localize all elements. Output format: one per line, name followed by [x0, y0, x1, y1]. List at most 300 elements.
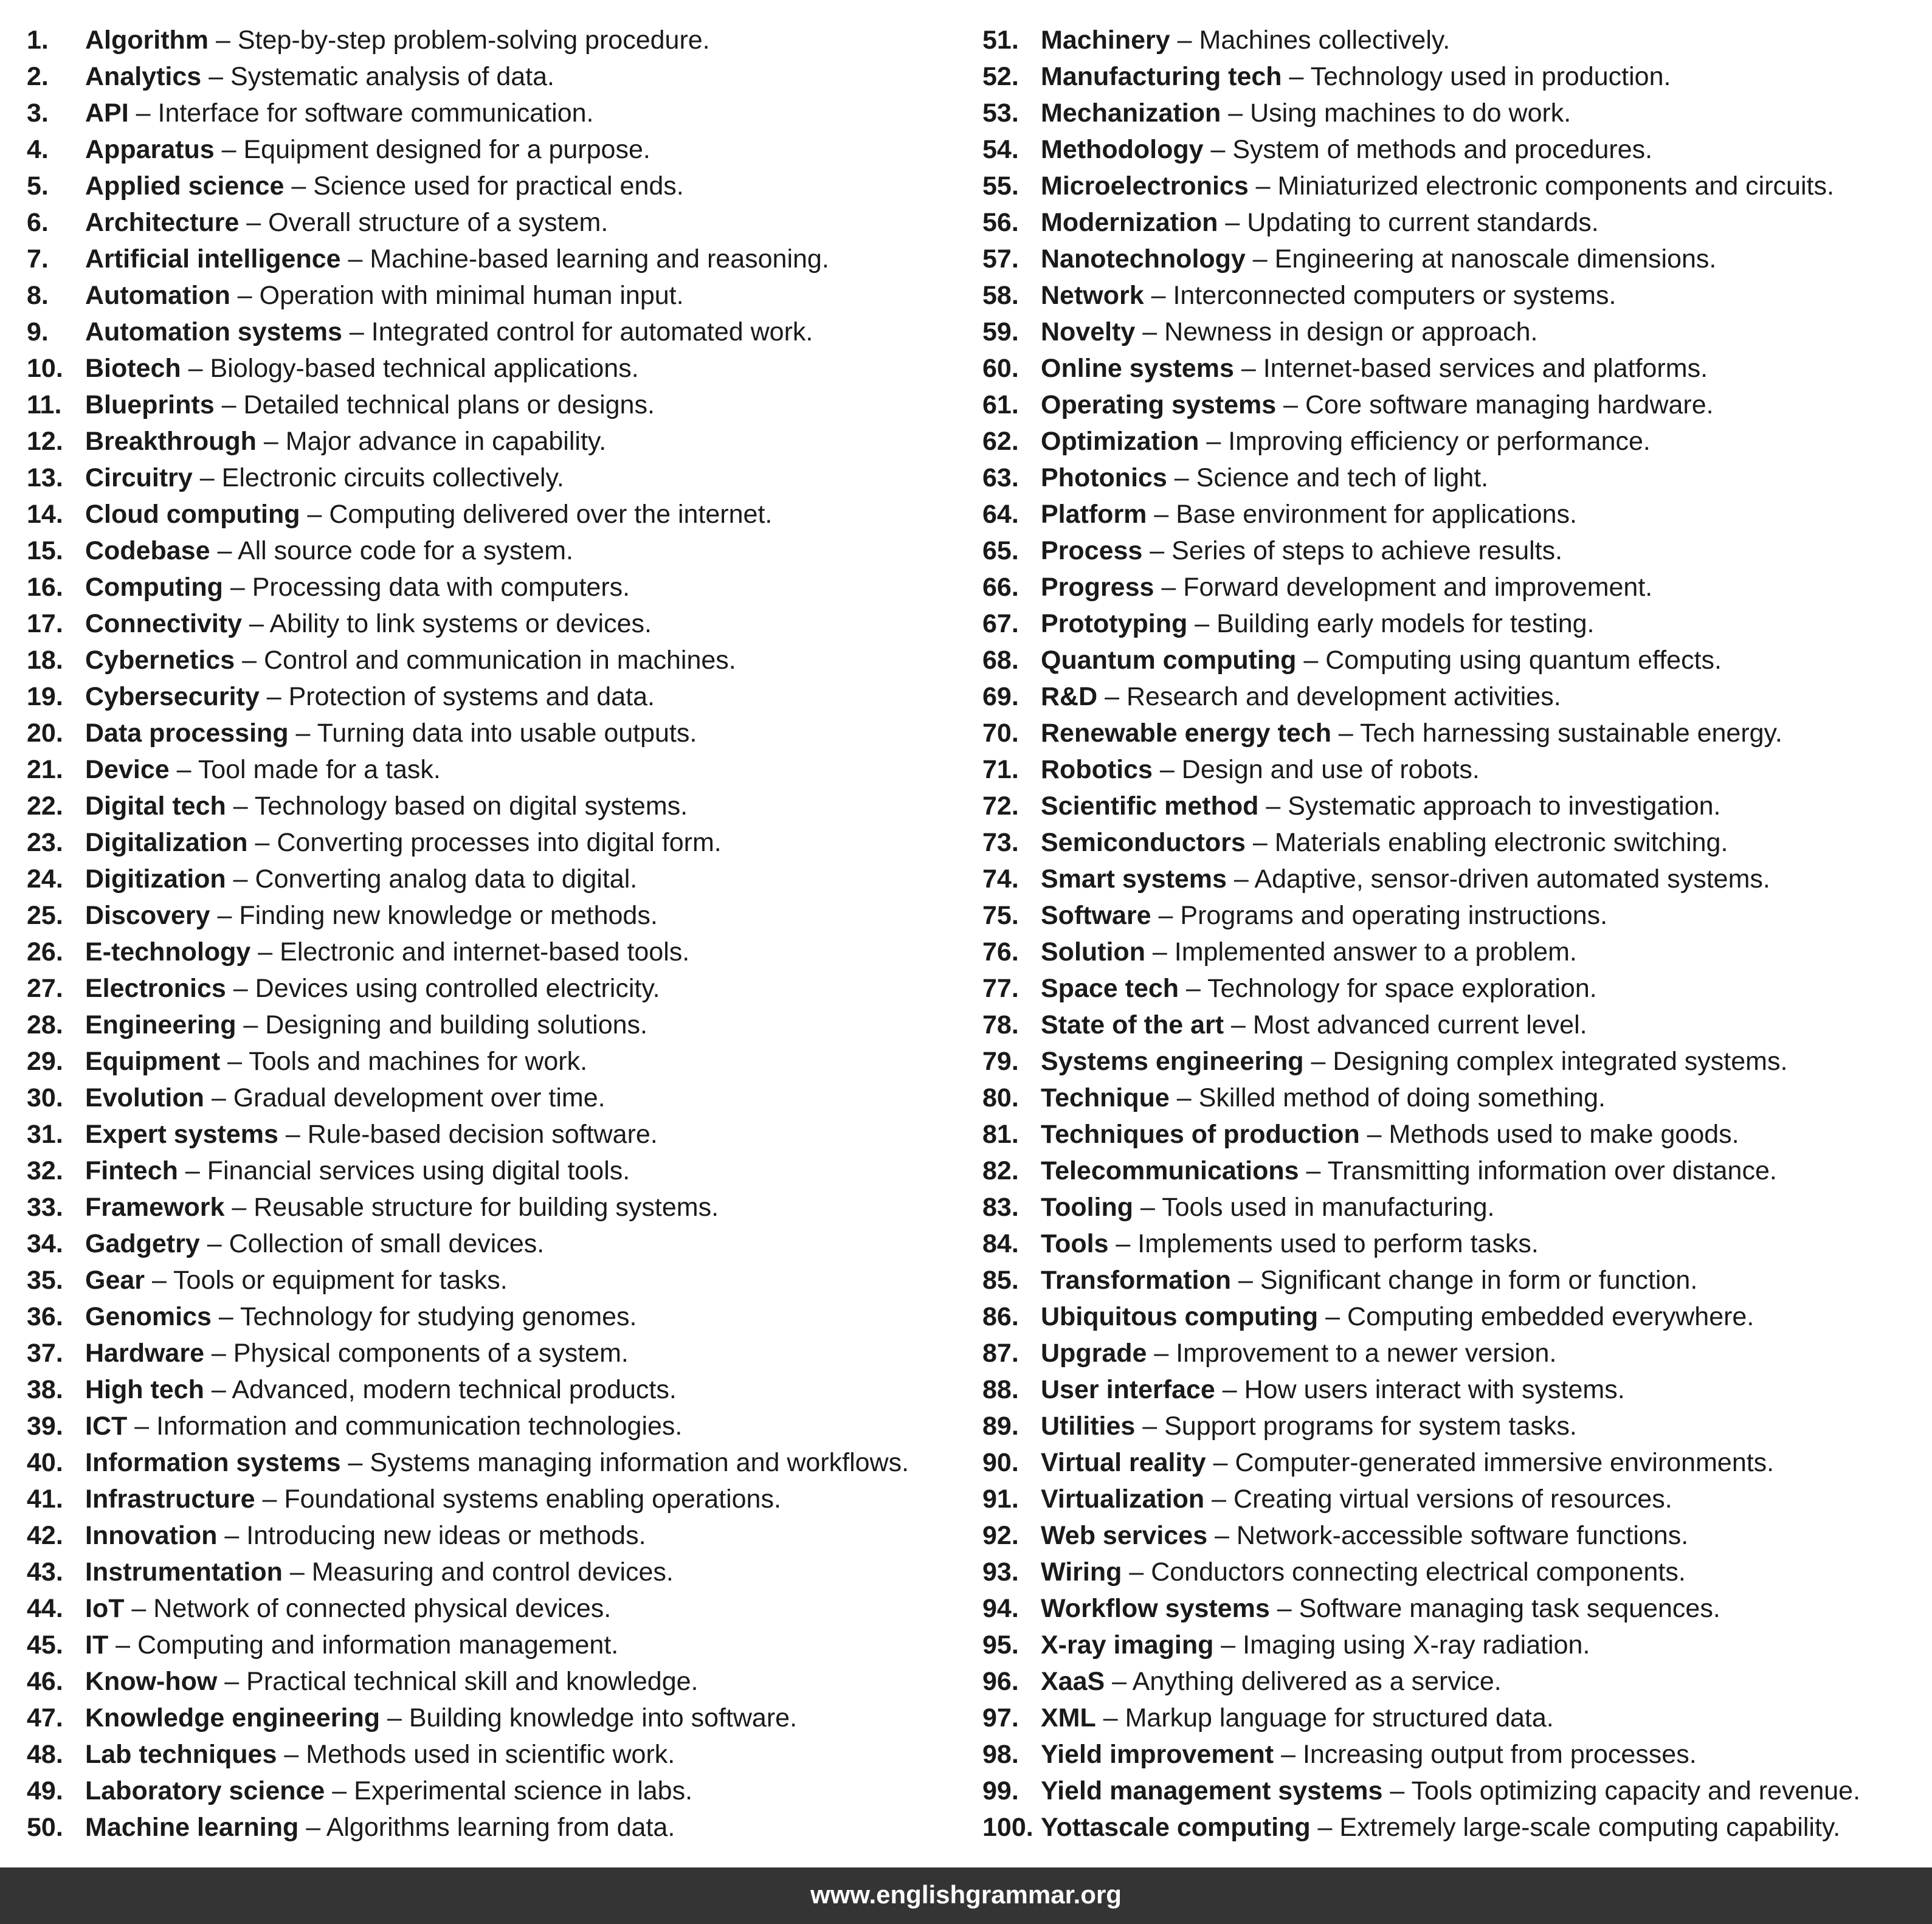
item-separator: –: [1221, 98, 1251, 128]
item-number: 44.: [27, 1594, 63, 1623]
item-definition: Designing and building solutions.: [265, 1010, 647, 1040]
item-separator: –: [1167, 463, 1196, 492]
item-definition: Detailed technical plans or designs.: [243, 390, 655, 419]
list-item: [982, 22, 1932, 58]
item-separator: –: [224, 1193, 254, 1222]
item-number: 88.: [982, 1375, 1019, 1404]
item-separator: –: [209, 26, 238, 55]
item-separator: –: [226, 791, 255, 821]
item-number: 10.: [27, 354, 63, 383]
item-term: XaaS: [1041, 1667, 1105, 1696]
item-separator: –: [204, 1339, 233, 1368]
list-item: [27, 277, 987, 314]
list-item: [27, 1481, 987, 1517]
item-definition: Creating virtual versions of resources.: [1233, 1484, 1672, 1514]
list-item: [982, 1590, 1932, 1627]
item-number: 67.: [982, 609, 1019, 638]
item-number: 13.: [27, 463, 63, 492]
item-number: 89.: [982, 1412, 1019, 1441]
item-definition: Designing complex integrated systems.: [1333, 1047, 1788, 1076]
list-item: [982, 168, 1932, 204]
item-separator: –: [340, 244, 370, 274]
item-term: Apparatus: [85, 135, 215, 164]
list-item: [27, 1700, 987, 1736]
item-definition: Extremely large-scale computing capability.: [1339, 1813, 1841, 1842]
item-separator: –: [236, 1010, 266, 1040]
list-item: [27, 168, 987, 204]
list-item: [982, 605, 1932, 642]
item-separator: –: [1097, 682, 1126, 711]
item-separator: –: [284, 171, 314, 201]
list-item: [27, 934, 987, 970]
list-item: [982, 241, 1932, 277]
item-term: Yield improvement: [1041, 1740, 1274, 1769]
item-separator: –: [380, 1703, 409, 1733]
item-number: 61.: [982, 390, 1019, 419]
item-term: Workflow systems: [1041, 1594, 1270, 1623]
item-separator: –: [230, 281, 260, 310]
item-term: Circuitry: [85, 463, 193, 492]
list-item: [27, 751, 987, 788]
item-separator: –: [1245, 828, 1275, 857]
list-item: [982, 715, 1932, 751]
item-term: Progress: [1041, 573, 1154, 602]
item-definition: Experimental science in labs.: [354, 1776, 693, 1805]
item-term: Techniques of production: [1041, 1120, 1360, 1149]
list-item: [982, 1298, 1932, 1335]
item-term: Mechanization: [1041, 98, 1221, 128]
item-term: Cloud computing: [85, 500, 300, 529]
item-definition: Machine-based learning and reasoning.: [370, 244, 829, 274]
item-definition: Technology used in production.: [1310, 62, 1671, 91]
list-item: [27, 1663, 987, 1700]
item-separator: –: [325, 1776, 354, 1805]
item-separator: –: [1207, 1521, 1237, 1550]
item-number: 40.: [27, 1448, 63, 1477]
item-term: Virtualization: [1041, 1484, 1205, 1514]
item-number: 37.: [27, 1339, 63, 1368]
list-item: [982, 861, 1932, 897]
list-item: [982, 1444, 1932, 1481]
item-term: IoT: [85, 1594, 125, 1623]
item-term: Biotech: [85, 354, 181, 383]
item-definition: Information and communication technologies.: [156, 1412, 683, 1441]
list-item: [27, 1371, 987, 1408]
item-number: 59.: [982, 317, 1019, 347]
item-separator: –: [128, 98, 158, 128]
item-definition: Computing using quantum effects.: [1325, 646, 1722, 675]
right-column: [982, 22, 1932, 1846]
item-number: 86.: [982, 1302, 1019, 1331]
left-column: [27, 22, 987, 1846]
item-definition: Skilled method of doing something.: [1198, 1083, 1606, 1112]
item-number: 11.: [27, 390, 62, 419]
item-definition: Support programs for system tasks.: [1164, 1412, 1577, 1441]
list-item: [27, 605, 987, 642]
item-term: Evolution: [85, 1083, 204, 1112]
item-term: Space tech: [1041, 974, 1179, 1003]
item-separator: –: [250, 937, 280, 967]
item-separator: –: [214, 135, 244, 164]
item-definition: Interconnected computers or systems.: [1173, 281, 1616, 310]
item-term: Cybersecurity: [85, 682, 260, 711]
list-item: [982, 1116, 1932, 1153]
item-definition: Forward development and improvement.: [1183, 573, 1653, 602]
item-definition: Computing embedded everywhere.: [1347, 1302, 1754, 1331]
item-separator: –: [1108, 1229, 1138, 1258]
list-item: [982, 1371, 1932, 1408]
item-separator: –: [1135, 317, 1165, 347]
item-definition: Science used for practical ends.: [313, 171, 684, 201]
item-definition: Gradual development over time.: [233, 1083, 605, 1112]
item-separator: –: [1213, 1630, 1243, 1660]
list-item: [27, 1408, 987, 1444]
item-separator: –: [124, 1594, 154, 1623]
list-item: [982, 1408, 1932, 1444]
list-item: [27, 460, 987, 496]
item-definition: Transmitting information over distance.: [1327, 1156, 1777, 1185]
list-item: [27, 1116, 987, 1153]
item-number: 93.: [982, 1557, 1019, 1587]
item-separator: –: [226, 974, 255, 1003]
item-definition: Step-by-step problem-solving procedure.: [237, 26, 710, 55]
item-number: 36.: [27, 1302, 63, 1331]
item-number: 47.: [27, 1703, 63, 1733]
item-separator: –: [278, 1120, 308, 1149]
item-term: Hardware: [85, 1339, 204, 1368]
item-term: Microelectronics: [1041, 171, 1249, 201]
item-term: Novelty: [1041, 317, 1136, 347]
item-number: 6.: [27, 208, 49, 237]
list-item: [27, 642, 987, 678]
item-number: 43.: [27, 1557, 63, 1587]
item-definition: Adaptive, sensor-driven automated systems.: [1254, 864, 1770, 894]
item-separator: –: [1276, 390, 1305, 419]
list-item: [982, 387, 1932, 423]
item-term: Telecommunications: [1041, 1156, 1299, 1185]
list-item: [27, 1226, 987, 1262]
item-term: Smart systems: [1041, 864, 1227, 894]
item-separator: –: [223, 573, 252, 602]
item-separator: –: [1151, 901, 1181, 930]
item-term: Automation systems: [85, 317, 342, 347]
item-number: 19.: [27, 682, 63, 711]
item-number: 52.: [982, 62, 1019, 91]
list-item: [982, 1736, 1932, 1773]
item-separator: –: [204, 1375, 232, 1404]
item-number: 5.: [27, 171, 49, 201]
item-number: 94.: [982, 1594, 1019, 1623]
item-definition: Series of steps to achieve results.: [1171, 536, 1563, 565]
item-separator: –: [169, 755, 198, 784]
item-number: 65.: [982, 536, 1019, 565]
item-separator: –: [288, 719, 317, 748]
item-number: 3.: [27, 98, 49, 128]
item-definition: Converting analog data to digital.: [255, 864, 638, 894]
item-definition: Protection of systems and data.: [288, 682, 655, 711]
item-separator: –: [1296, 646, 1326, 675]
item-separator: –: [1154, 573, 1184, 602]
list-item: [982, 350, 1932, 387]
item-number: 85.: [982, 1266, 1019, 1295]
item-number: 90.: [982, 1448, 1019, 1477]
item-definition: Algorithms learning from data.: [326, 1813, 675, 1842]
item-term: Ubiquitous computing: [1041, 1302, 1319, 1331]
item-term: IT: [85, 1630, 109, 1660]
list-item: [27, 22, 987, 58]
list-item: [982, 642, 1932, 678]
item-definition: Biology-based technical applications.: [210, 354, 639, 383]
item-term: Codebase: [85, 536, 210, 565]
item-term: Photonics: [1041, 463, 1167, 492]
item-definition: Miniaturized electronic components and circuits.: [1277, 171, 1834, 201]
item-number: 92.: [982, 1521, 1019, 1550]
list-item: [982, 277, 1932, 314]
list-item: [982, 1189, 1932, 1226]
item-term: Digital tech: [85, 791, 226, 821]
item-term: Prototyping: [1041, 609, 1188, 638]
item-definition: Science and tech of light.: [1196, 463, 1489, 492]
item-number: 38.: [27, 1375, 63, 1404]
item-term: Architecture: [85, 208, 240, 237]
item-term: Artificial intelligence: [85, 244, 341, 274]
list-item: [27, 1627, 987, 1663]
item-definition: Integrated control for automated work.: [371, 317, 813, 347]
item-number: 70.: [982, 719, 1019, 748]
item-definition: Network of connected physical devices.: [153, 1594, 612, 1623]
list-item: [27, 1043, 987, 1080]
list-item: [982, 131, 1932, 168]
item-number: 95.: [982, 1630, 1019, 1660]
item-term: Algorithm: [85, 26, 209, 55]
list-item: [982, 1517, 1932, 1554]
item-separator: –: [204, 1083, 233, 1112]
item-number: 42.: [27, 1521, 63, 1550]
item-term: Tooling: [1041, 1193, 1134, 1222]
list-item: [27, 350, 987, 387]
item-term: Fintech: [85, 1156, 178, 1185]
item-term: Breakthrough: [85, 427, 257, 456]
item-definition: Computer-generated immersive environments.: [1235, 1448, 1775, 1477]
item-term: Optimization: [1041, 427, 1199, 456]
list-item: [27, 824, 987, 861]
item-term: Gear: [85, 1266, 145, 1295]
item-term: Discovery: [85, 901, 210, 930]
list-item: [27, 387, 987, 423]
item-number: 9.: [27, 317, 49, 347]
list-item: [27, 423, 987, 460]
item-separator: –: [210, 901, 240, 930]
list-item: [27, 314, 987, 350]
item-term: Equipment: [85, 1047, 221, 1076]
item-term: User interface: [1041, 1375, 1215, 1404]
item-definition: Anything delivered as a service.: [1132, 1667, 1502, 1696]
item-term: Web services: [1041, 1521, 1208, 1550]
item-term: Computing: [85, 573, 223, 602]
item-term: Nanotechnology: [1041, 244, 1246, 274]
item-separator: –: [1231, 1266, 1260, 1295]
item-term: Yield management systems: [1041, 1776, 1383, 1805]
item-number: 62.: [982, 427, 1019, 456]
item-definition: Financial services using digital tools.: [207, 1156, 630, 1185]
item-number: 17.: [27, 609, 63, 638]
list-item: [27, 1298, 987, 1335]
item-number: 82.: [982, 1156, 1019, 1185]
item-term: High tech: [85, 1375, 204, 1404]
list-item: [27, 58, 987, 95]
item-definition: Increasing output from processes.: [1302, 1740, 1697, 1769]
item-definition: System of methods and procedures.: [1232, 135, 1653, 164]
word-list: [0, 22, 1932, 1840]
item-number: 80.: [982, 1083, 1019, 1112]
item-term: API: [85, 98, 129, 128]
item-separator: –: [342, 317, 371, 347]
item-number: 97.: [982, 1703, 1019, 1733]
item-separator: –: [1226, 864, 1255, 894]
item-term: Know-how: [85, 1667, 218, 1696]
item-separator: –: [1245, 244, 1275, 274]
item-separator: –: [242, 609, 270, 638]
item-definition: Significant change in form or function.: [1260, 1266, 1698, 1295]
item-separator: –: [1170, 26, 1199, 55]
item-number: 8.: [27, 281, 49, 310]
item-definition: Methods used to make goods.: [1389, 1120, 1739, 1149]
item-term: Platform: [1041, 500, 1147, 529]
list-item: [982, 496, 1932, 533]
item-separator: –: [1303, 1047, 1333, 1076]
item-number: 100.: [982, 1813, 1033, 1842]
list-item: [982, 1554, 1932, 1590]
item-number: 50.: [27, 1813, 63, 1842]
item-term: Tools: [1041, 1229, 1109, 1258]
item-definition: Technology based on digital systems.: [254, 791, 688, 821]
item-number: 34.: [27, 1229, 63, 1258]
item-separator: –: [1204, 1484, 1234, 1514]
list-item: [982, 1335, 1932, 1371]
item-number: 51.: [982, 26, 1019, 55]
item-term: R&D: [1041, 682, 1098, 711]
item-separator: –: [1269, 1594, 1299, 1623]
item-definition: Technology for space exploration.: [1207, 974, 1597, 1003]
item-number: 26.: [27, 937, 63, 967]
item-definition: Software managing task sequences.: [1299, 1594, 1720, 1623]
item-definition: Major advance in capability.: [285, 427, 607, 456]
item-term: Semiconductors: [1041, 828, 1246, 857]
item-separator: –: [1224, 1010, 1253, 1040]
list-item: [982, 1262, 1932, 1298]
item-definition: Ability to link systems or devices.: [269, 609, 652, 638]
item-definition: Control and communication in machines.: [263, 646, 736, 675]
item-definition: Building knowledge into software.: [409, 1703, 798, 1733]
item-definition: Computing delivered over the internet.: [329, 500, 773, 529]
list-item: [982, 58, 1932, 95]
item-number: 84.: [982, 1229, 1019, 1258]
item-term: Gadgetry: [85, 1229, 200, 1258]
item-number: 66.: [982, 573, 1019, 602]
item-definition: Equipment designed for a purpose.: [243, 135, 650, 164]
item-separator: –: [277, 1740, 306, 1769]
item-number: 12.: [27, 427, 63, 456]
item-term: Modernization: [1041, 208, 1218, 237]
item-number: 46.: [27, 1667, 63, 1696]
item-number: 57.: [982, 244, 1019, 274]
item-number: 15.: [27, 536, 63, 565]
item-definition: Systematic approach to investigation.: [1288, 791, 1721, 821]
item-term: Engineering: [85, 1010, 236, 1040]
item-number: 87.: [982, 1339, 1019, 1368]
item-separator: –: [1274, 1740, 1303, 1769]
item-term: Manufacturing tech: [1041, 62, 1282, 91]
item-term: Software: [1041, 901, 1151, 930]
item-separator: –: [1331, 719, 1360, 748]
item-definition: Machines collectively.: [1199, 26, 1451, 55]
item-definition: Improvement to a newer version.: [1176, 1339, 1557, 1368]
item-separator: –: [145, 1266, 174, 1295]
list-item: [982, 1080, 1932, 1116]
item-separator: –: [214, 390, 244, 419]
item-term: Solution: [1041, 937, 1145, 967]
item-number: 81.: [982, 1120, 1019, 1149]
item-number: 20.: [27, 719, 63, 748]
item-term: Blueprints: [85, 390, 215, 419]
item-number: 99.: [982, 1776, 1019, 1805]
item-term: Utilities: [1041, 1412, 1136, 1441]
item-separator: –: [235, 646, 264, 675]
item-term: Lab techniques: [85, 1740, 277, 1769]
item-definition: Building early models for testing.: [1216, 609, 1595, 638]
item-number: 56.: [982, 208, 1019, 237]
item-separator: –: [181, 354, 210, 383]
item-definition: Tool made for a task.: [198, 755, 441, 784]
list-item: [982, 423, 1932, 460]
item-number: 1.: [27, 26, 49, 55]
item-term: Digitalization: [85, 828, 248, 857]
list-item: [27, 1262, 987, 1298]
item-term: Expert systems: [85, 1120, 278, 1149]
item-separator: –: [282, 1557, 312, 1587]
item-definition: Methods used in scientific work.: [306, 1740, 675, 1769]
item-term: Robotics: [1041, 755, 1153, 784]
list-item: [982, 751, 1932, 788]
item-number: 29.: [27, 1047, 63, 1076]
list-item: [27, 1773, 987, 1809]
item-separator: –: [1133, 1193, 1162, 1222]
item-number: 32.: [27, 1156, 63, 1185]
item-separator: –: [1152, 755, 1182, 784]
item-definition: Operation with minimal human input.: [259, 281, 684, 310]
list-item: [27, 95, 987, 131]
item-number: 48.: [27, 1740, 63, 1769]
item-definition: Improving efficiency or performance.: [1228, 427, 1651, 456]
list-item: [27, 1517, 987, 1554]
item-number: 30.: [27, 1083, 63, 1112]
item-definition: Systematic analysis of data.: [230, 62, 554, 91]
item-number: 98.: [982, 1740, 1019, 1769]
item-term: Data processing: [85, 719, 289, 748]
item-definition: Physical components of a system.: [233, 1339, 629, 1368]
item-definition: Turning data into usable outputs.: [317, 719, 697, 748]
item-separator: –: [255, 1484, 285, 1514]
item-number: 91.: [982, 1484, 1019, 1514]
item-separator: –: [1206, 1448, 1235, 1477]
item-term: Genomics: [85, 1302, 212, 1331]
item-term: Operating systems: [1041, 390, 1277, 419]
list-item: [27, 569, 987, 605]
item-definition: Most advanced current level.: [1252, 1010, 1587, 1040]
item-definition: Implements used to perform tasks.: [1137, 1229, 1539, 1258]
list-item: [982, 1700, 1932, 1736]
list-item: [982, 460, 1932, 496]
